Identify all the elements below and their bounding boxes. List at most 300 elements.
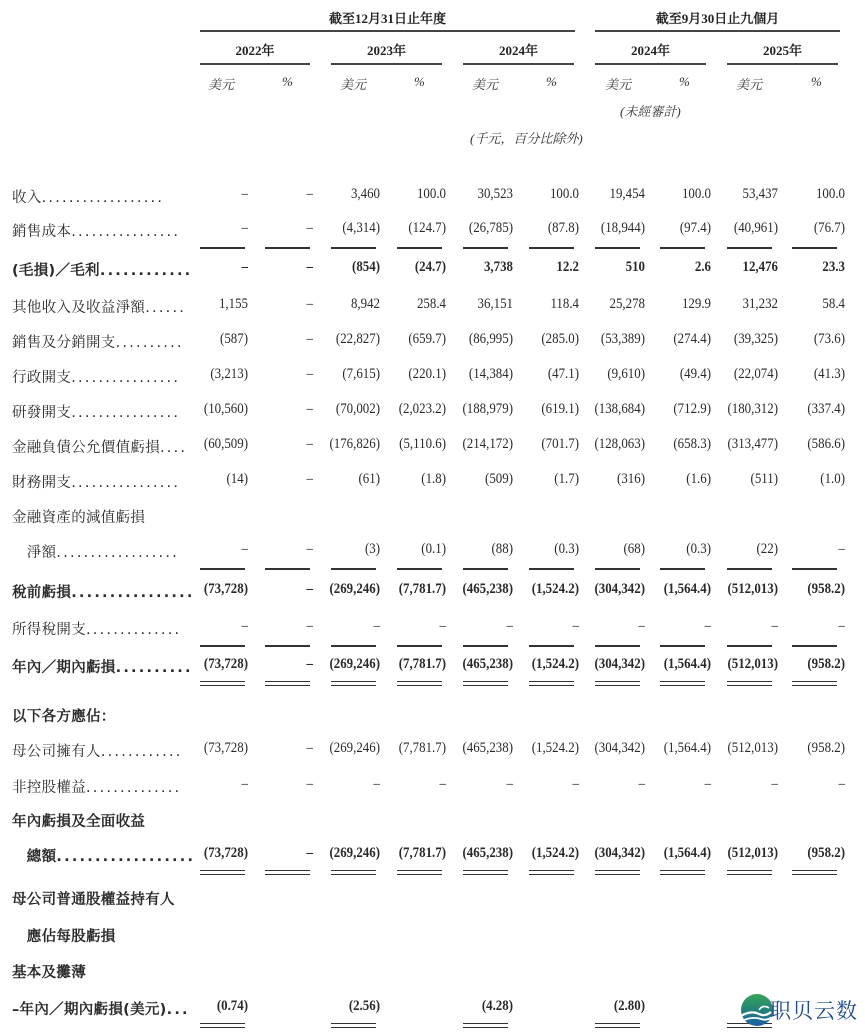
double-underline [727,681,772,686]
cell-amount-usd: (3) [364,541,380,557]
note-unaudited: (未經審計) [620,104,681,119]
double-underline [463,870,508,875]
cell-percent: 129.9 [681,296,711,312]
single-underline [529,645,574,647]
row-label-text: 金融負債公允價值虧損 [12,440,160,456]
cell-percent: – [306,776,313,792]
table-row [0,888,865,912]
cell-amount-usd: (53,389) [600,331,645,347]
cell-amount-usd: (14,384) [468,366,513,382]
double-underline [727,870,772,875]
header-annual-period: 截至12月31日止年度 [328,11,446,26]
cell-percent: 118.4 [550,296,579,312]
row-label-text: 淨額 [12,545,57,561]
cell-amount-usd: 510 [625,259,645,275]
cell-percent: (1,524.2) [531,845,579,861]
cell-amount-usd: (512,013) [727,845,778,861]
single-underline [463,645,508,647]
header-ninemonth-period: 截至9月30日止九個月 [655,11,780,26]
single-underline [660,247,705,249]
single-underline [265,247,310,249]
cell-amount-usd: – [638,776,645,792]
cell-amount-usd: – [241,618,248,634]
cell-amount-usd: (269,246) [329,581,380,597]
row-label [12,471,180,492]
double-underline [792,870,837,875]
row-label [12,541,179,562]
row-label-text: 財務開支 [12,475,72,491]
cell-percent: (1.7) [554,471,579,487]
cell-amount-usd: (7,615) [342,366,380,382]
cell-amount-usd: – [771,618,778,634]
cell-percent: – [306,331,313,347]
row-label [12,810,145,831]
year-rule [200,63,310,65]
single-underline [727,568,772,570]
row-label [12,656,193,677]
double-underline [397,681,442,686]
row-label [12,436,187,457]
cell-percent: (0.1) [421,541,446,557]
header-ninemonth-2025: 2025年 [762,43,802,58]
cell-percent: (285.0) [541,331,579,347]
table-row [0,401,865,425]
single-underline [397,568,442,570]
cell-percent: (1,564.4) [663,740,711,756]
cell-amount-usd: (176,826) [329,436,380,452]
cell-percent: – [306,220,313,236]
cell-amount-usd: – [241,776,248,792]
table-row [0,259,865,283]
header-ninemonth-2024: 2024年 [630,43,670,58]
row-label [12,845,195,866]
single-underline [595,247,640,249]
cell-amount-usd: (316) [617,471,645,487]
cell-percent: – [439,618,446,634]
cell-amount-usd: (587) [220,331,248,347]
cell-amount-usd: (39,325) [733,331,778,347]
table-row [0,961,865,985]
cell-percent: (124.7) [408,220,446,236]
cell-percent: – [306,296,313,312]
cell-amount-usd: (465,238) [462,656,513,672]
leader-dots: ................ [71,370,181,386]
row-label [12,888,175,909]
row-label [12,331,184,352]
cell-percent: (1.8) [421,471,446,487]
cell-amount-usd: 53,437 [742,186,778,202]
cell-percent: (659.7) [408,331,446,347]
row-label-text: 應佔每股虧損 [12,929,116,945]
cell-percent: (7,781.7) [398,740,446,756]
row-label [12,740,183,761]
table-row [0,186,865,210]
watermark-text: 职贝云数 [770,999,858,1023]
row-label-text: 母公司擁有人 [12,744,101,760]
single-underline [463,568,508,570]
row-label [12,259,192,280]
cell-percent: 58.4 [822,296,845,312]
double-underline [265,681,310,686]
cell-percent: (24.7) [414,259,446,275]
cell-amount-usd: 12,476 [742,259,778,275]
cell-amount-usd: (269,246) [329,656,380,672]
cell-amount-usd: (854) [352,259,380,275]
table-row [0,220,865,244]
table-row [0,471,865,495]
cell-amount-usd: (138,684) [594,401,645,417]
cell-percent: – [306,259,313,275]
row-label-text: 基本及攤薄 [12,965,86,981]
row-label-text: 行政開支 [12,370,72,386]
double-underline [660,681,705,686]
leader-dots: .......... [115,335,184,351]
cell-percent: (49.4) [679,366,711,382]
cell-percent: 100.0 [549,186,579,202]
single-underline [331,247,376,249]
table-row [0,618,865,642]
cell-amount-usd: 3,738 [483,259,513,275]
cell-percent: (701.7) [541,436,579,452]
cell-percent: (7,781.7) [398,845,446,861]
cell-percent: – [572,618,579,634]
double-underline [529,870,574,875]
leader-dots: ............ [99,263,193,279]
unit-pct: % [282,74,293,89]
cell-amount-usd: – [771,776,778,792]
cell-percent: (958.2) [807,740,845,756]
header-year-2022: 2022年 [235,43,275,58]
cell-percent: – [306,186,313,202]
double-underline [331,870,376,875]
row-label [12,705,116,726]
cell-percent: (1,564.4) [663,656,711,672]
row-label-text: 母公司普通股權益持有人 [12,892,175,908]
unit-usd: 美元 [472,77,499,92]
cell-amount-usd: (22) [756,541,778,557]
cell-percent: (337.4) [807,401,845,417]
double-underline [595,681,640,686]
cell-amount-usd: 19,454 [609,186,645,202]
row-label-text: 銷售成本 [12,224,72,240]
header-ninemonth-rule [595,30,840,32]
cell-amount-usd: (188,979) [462,401,513,417]
cell-amount-usd: (465,238) [462,581,513,597]
cell-percent: (1,524.2) [531,740,579,756]
cell-percent: – [306,436,313,452]
leader-dots: .... [160,440,188,456]
row-label [12,220,180,241]
row-label-text: 收入 [12,190,42,206]
leader-dots: .............. [86,780,182,796]
cell-percent: (7,781.7) [398,581,446,597]
double-underline [397,870,442,875]
cell-percent: 100.0 [416,186,446,202]
cell-amount-usd: (18,944) [600,220,645,236]
cell-amount-usd: (0.74) [216,998,248,1014]
unit-pct: % [546,74,557,89]
cell-amount-usd: (22,074) [733,366,778,382]
cell-percent: – [306,401,313,417]
cell-percent: (958.2) [807,581,845,597]
table-row [0,656,865,680]
double-underline [331,681,376,686]
cell-percent: 100.0 [815,186,845,202]
cell-percent: – [306,581,313,597]
cell-amount-usd: (3,213) [210,366,248,382]
cell-amount-usd: 25,278 [609,296,645,312]
unit-usd: 美元 [736,77,763,92]
row-label-text: 金融資產的減值虧損 [12,510,146,526]
row-label-text: 總額 [12,849,57,865]
single-underline [463,247,508,249]
note-thousands: (千元，百分比除外) [470,131,583,146]
cell-amount-usd: (511) [750,471,778,487]
cell-amount-usd: (512,013) [727,656,778,672]
cell-percent: (619.1) [541,401,579,417]
header-year-2024: 2024年 [498,43,538,58]
cell-amount-usd: – [241,186,248,202]
cell-amount-usd: 36,151 [477,296,513,312]
row-label [12,401,180,422]
row-label [12,506,145,527]
cell-percent: – [306,740,313,756]
cell-percent: – [439,776,446,792]
double-underline [200,1023,245,1028]
leader-dots: .................. [56,545,179,561]
cell-amount-usd: (269,246) [329,845,380,861]
table-row [0,436,865,460]
single-underline [660,568,705,570]
cell-amount-usd: (512,013) [727,581,778,597]
cell-amount-usd: 3,460 [350,186,380,202]
row-label [12,998,190,1019]
row-label-text: 銷售及分銷開支 [12,335,116,351]
double-underline [792,681,837,686]
single-underline [529,247,574,249]
cell-amount-usd: (180,312) [727,401,778,417]
double-underline [595,870,640,875]
unit-pct: % [811,74,822,89]
row-label-text: 以下各方應佔： [12,709,116,725]
double-underline [463,681,508,686]
year-rule [595,63,706,65]
cell-amount-usd: – [506,618,513,634]
cell-amount-usd: (73,728) [203,656,248,672]
cell-percent: (1,564.4) [663,845,711,861]
table-row [0,810,865,834]
row-label-text: (毛損)／毛利 [12,263,100,279]
cell-percent: (7,781.7) [398,656,446,672]
cell-amount-usd: – [241,220,248,236]
header-annual-rule [200,30,575,32]
single-underline [595,568,640,570]
cell-amount-usd: (269,246) [329,740,380,756]
cell-percent: (958.2) [807,845,845,861]
table-row [0,776,865,800]
cell-percent: (47.1) [547,366,579,382]
single-underline [200,645,245,647]
leader-dots: ................ [71,585,195,601]
cell-amount-usd: (22,827) [335,331,380,347]
leader-dots: .............. [86,622,182,638]
single-underline [265,645,310,647]
double-underline [265,870,310,875]
cell-amount-usd: 8,942 [350,296,380,312]
leader-dots: ... [166,1002,190,1018]
row-label-text: –年內／期內虧損(美元) [12,1002,167,1018]
cell-percent: – [838,541,845,557]
row-label-text: 研發開支 [12,405,72,421]
row-label [12,925,116,946]
row-label [12,296,186,317]
cell-percent: – [572,776,579,792]
cell-amount-usd: (509) [485,471,513,487]
cell-percent: (1.6) [686,471,711,487]
row-label-text: 其他收入及收益淨額 [12,300,146,316]
row-label [12,366,180,387]
row-label [12,618,181,639]
cell-percent: (586.6) [807,436,845,452]
cell-amount-usd: (4.28) [481,998,513,1014]
single-underline [792,247,837,249]
single-underline [727,645,772,647]
cell-amount-usd: (14) [226,471,248,487]
cell-amount-usd: (304,342) [594,581,645,597]
double-underline [331,1023,376,1028]
table-row [0,998,865,1022]
cell-percent: – [306,845,313,861]
double-underline [660,870,705,875]
leader-dots: ................ [71,475,181,491]
table-row [0,705,865,729]
cell-amount-usd: – [373,776,380,792]
row-label-text: 年內／期內虧損 [12,660,116,676]
cell-percent: (712.9) [673,401,711,417]
cell-amount-usd: (10,560) [203,401,248,417]
cell-amount-usd: (61) [358,471,380,487]
cell-amount-usd: (465,238) [462,845,513,861]
single-underline [331,568,376,570]
leader-dots: .................. [56,849,196,865]
double-underline [200,681,245,686]
cell-percent: (0.3) [554,541,579,557]
leader-dots: ...... [145,300,187,316]
cell-amount-usd: (304,342) [594,845,645,861]
cell-percent: (958.2) [807,656,845,672]
unit-pct: % [679,74,690,89]
table-row [0,581,865,605]
cell-percent: – [704,776,711,792]
cell-amount-usd: (70,002) [335,401,380,417]
single-underline [595,645,640,647]
double-underline [529,681,574,686]
header-year-2023: 2023年 [366,43,406,58]
cell-amount-usd: – [241,259,248,275]
cell-percent: – [306,366,313,382]
table-row [0,845,865,869]
leader-dots: .......... [115,660,193,676]
cell-percent: (1,524.2) [531,656,579,672]
cell-percent: – [838,776,845,792]
cell-percent: (5,110.6) [399,436,446,452]
cell-amount-usd: (40,961) [733,220,778,236]
row-label-text: 稅前虧損 [12,585,72,601]
row-label-text: 年內虧損及全面收益 [12,814,146,830]
cell-amount-usd: (128,063) [594,436,645,452]
cell-amount-usd: (88) [491,541,513,557]
cell-amount-usd: (2.56) [348,998,380,1014]
cell-percent: 100.0 [681,186,711,202]
cell-percent: 258.4 [416,296,446,312]
single-underline [200,247,245,249]
cell-amount-usd: – [373,618,380,634]
table-row [0,740,865,764]
single-underline [331,645,376,647]
cell-percent: (73.6) [813,331,845,347]
year-rule [331,63,442,65]
cell-amount-usd: (512,013) [727,740,778,756]
cell-percent: – [838,618,845,634]
row-label [12,961,86,982]
row-label [12,776,181,797]
cell-amount-usd: 1,155 [218,296,248,312]
year-rule [463,63,574,65]
cell-amount-usd: (9,610) [607,366,645,382]
cell-percent: (1.0) [820,471,845,487]
cell-percent: (1,564.4) [663,581,711,597]
single-underline [397,645,442,647]
cell-percent: (87.8) [547,220,579,236]
leader-dots: ............ [100,744,183,760]
unit-usd: 美元 [208,77,235,92]
cell-percent: – [306,618,313,634]
cell-percent: (76.7) [813,220,845,236]
single-underline [727,247,772,249]
single-underline [792,645,837,647]
cell-percent: (1,524.2) [531,581,579,597]
table-row [0,541,865,565]
cell-amount-usd: (304,342) [594,656,645,672]
table-row [0,925,865,949]
leader-dots: .................. [41,190,165,206]
table-row [0,331,865,355]
single-underline [792,568,837,570]
cell-percent: – [306,541,313,557]
table-row [0,366,865,390]
cell-amount-usd: 31,232 [742,296,778,312]
row-label [12,581,195,602]
cell-amount-usd: (73,728) [203,845,248,861]
cell-amount-usd: – [506,776,513,792]
cell-amount-usd: (86,995) [468,331,513,347]
cell-percent: – [306,656,313,672]
cell-percent: (97.4) [679,220,711,236]
cell-amount-usd: (465,238) [462,740,513,756]
single-underline [660,645,705,647]
cell-amount-usd: (68) [623,541,645,557]
unit-pct: % [414,74,425,89]
cell-percent: 23.3 [822,259,845,275]
single-underline [265,568,310,570]
cell-percent: (274.4) [673,331,711,347]
double-underline [463,1023,508,1028]
table-row [0,506,865,530]
cell-percent: (658.3) [673,436,711,452]
cell-amount-usd: (214,172) [462,436,513,452]
cell-amount-usd: (73,728) [203,740,248,756]
cell-percent: 2.6 [694,259,711,275]
